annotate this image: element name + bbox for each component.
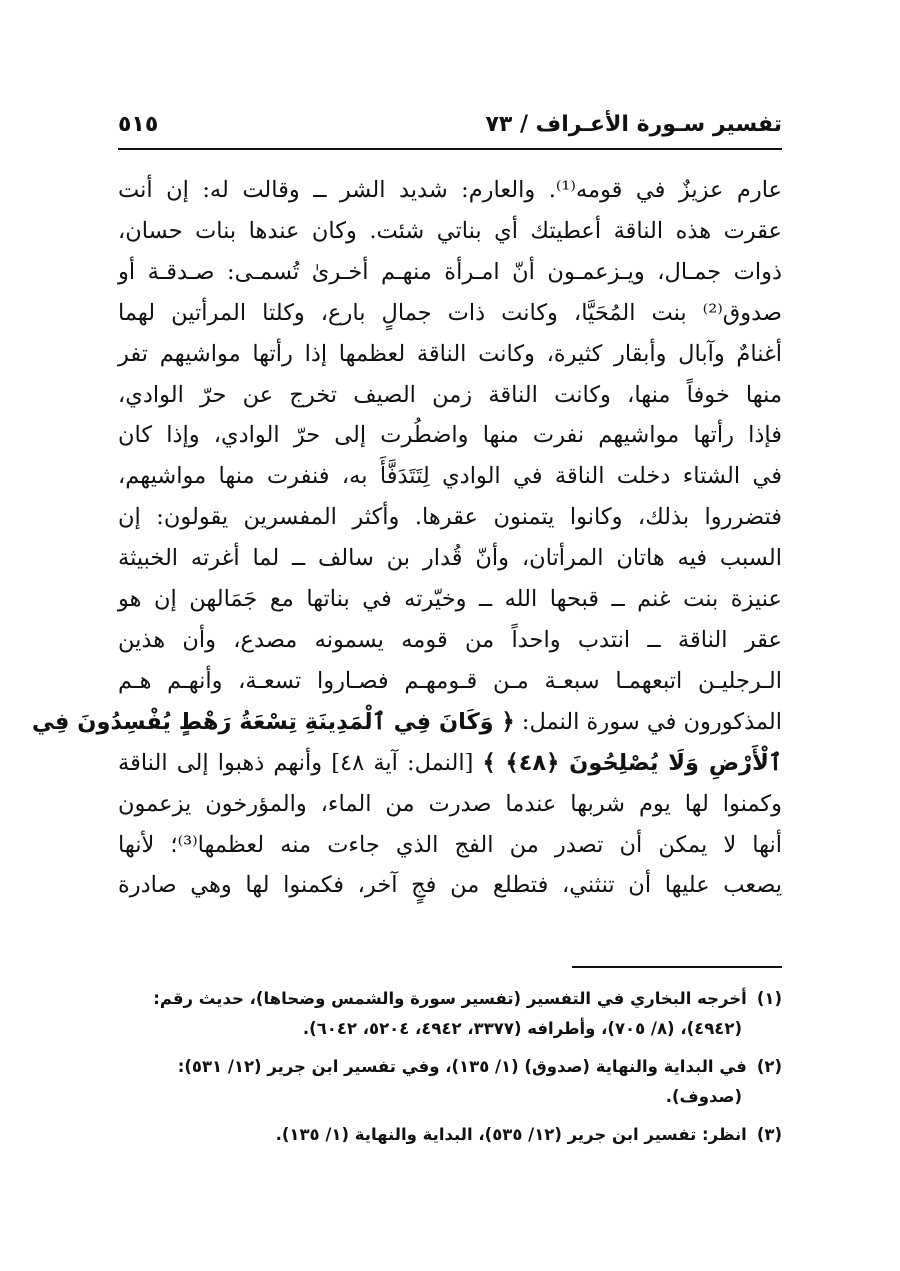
text-line: أنها لا يمكن أن تصدر من الفج الذي جاءت منه لعظمها⁽³⁾؛ لأنها <box>118 831 783 858</box>
footnote-text: في البداية والنهاية (صدوق) (١/ ١٣٥)، وفي تفسير ابن جرير (١٢/ ٥٣١): <box>177 1057 747 1076</box>
footnote-number: (١) <box>756 989 782 1008</box>
footnote-2 <box>118 1052 782 1112</box>
main-text <box>31 170 783 906</box>
text-line: عنيزة بنت غنم ــ قبحها الله ــ وخيّرته في بناتها مع جَمَالهن إن هو <box>118 586 782 613</box>
text-line: فإذا رأتها مواشيهم نفرت منها واضطُرت إلى حرّ الوادي، وإذا كان <box>118 422 782 449</box>
footnote-continuation: (صدوف). <box>665 1087 742 1106</box>
quran-line-1 <box>31 702 782 743</box>
running-title: تفسير سـورة الأعـراف / ٧٣ <box>485 112 782 137</box>
text-line: عارم عزيزٌ في قومه⁽¹⁾. والعارم: شديد الشر ــ وقالت له: إن أنت <box>118 177 782 203</box>
footnote-3 <box>118 1120 782 1150</box>
quran-verse-part-2: ٱلْأَرْضِ وَلَا يُصْلِحُونَ ﴿٤٨﴾ ﴾ <box>482 749 783 776</box>
text-line: صدوق⁽²⁾ بنت المُحَيَّا، وكانت ذات جمالٍ بارع، وكلتا المرأتين لهما <box>118 299 782 326</box>
text-line: الـرجليـن اتبعهمـا سبعـة مـن قـومهـم فصـاروا تسعـة، وأنهـم هـم <box>118 667 782 694</box>
text-line: في الشتاء دخلت الناقة في الوادي لِتَتَدَفَّأَ به، فنفرت منها مواشيهم، <box>118 463 782 490</box>
footnote-continuation: (٤٩٤٢)، (٨/ ٧٠٥)، وأطرافه (٣٣٧٧، ٤٩٤٢، ٥٢٠٤، ٦٠٤٢). <box>302 1019 742 1038</box>
quran-verse-part-1: ﴿ وَكَانَ فِي ٱلْمَدِينَةِ تِسْعَةُ رَهْطٍ يُفْسِدُونَ فِي <box>31 708 515 735</box>
text-line: فتضرروا بذلك، وكانوا يتمنون عقرها. وأكثر المفسرين يقولون: إن <box>118 504 782 531</box>
text-line: عقرت هذه الناقة أعطيتك أي بناتي شئت. وكان عندها بنات حسان، <box>118 217 782 244</box>
footnote-text: انظر: تفسير ابن جرير (١٢/ ٥٣٥)، البداية والنهاية (١/ ١٣٥). <box>275 1125 747 1144</box>
text-line: أغنامٌ وآبال وأبقار كثيرة، وكانت الناقة لعظمها إذا رأتها مواشيهم تفر <box>118 340 782 367</box>
quran-line-2 <box>118 743 782 784</box>
quran-reference: [النمل: آية ٤٨] وأنهم ذهبوا إلى الناقة <box>118 749 474 776</box>
footnote-1 <box>118 984 782 1044</box>
text-line: وكمنوا لها يوم شربها عندما صدرت من الماء، والمؤرخون يزعمون <box>118 790 782 817</box>
footnote-divider <box>572 966 782 968</box>
text-line: منها خوفاً منها، وكانت الناقة زمن الصيف تخرج عن حرّ الوادي، <box>118 381 782 408</box>
footnote-number: (٣) <box>756 1125 782 1144</box>
quran-intro: المذكورون في سورة النمل: <box>521 708 782 735</box>
text-line: السبب فيه هاتان المرأتان، وأنّ قُدار بن سالف ــ لما أغرته الخبيثة <box>118 545 782 572</box>
footnote-number: (٢) <box>756 1057 782 1076</box>
page-number: ٥١٥ <box>118 112 159 137</box>
footnotes <box>118 984 782 1158</box>
page-header <box>118 108 782 150</box>
footnote-text: أخرجه البخاري في التفسير (تفسير سورة والشمس وضحاها)، حديث رقم: <box>153 989 747 1008</box>
text-line: يصعب عليها أن تنثني، فتطلع من فجٍ آخر، فكمنوا لها وهي صادرة <box>118 872 782 899</box>
text-line: ذوات جمـال، ويـزعمـون أنّ امـرأة منهـم أخـرىٰ تُسمـى: صـدقـة أو <box>118 258 782 285</box>
text-line: عقر الناقة ــ انتدب واحداً من قومه يسمونه مصدع، وأن هذين <box>118 626 782 653</box>
